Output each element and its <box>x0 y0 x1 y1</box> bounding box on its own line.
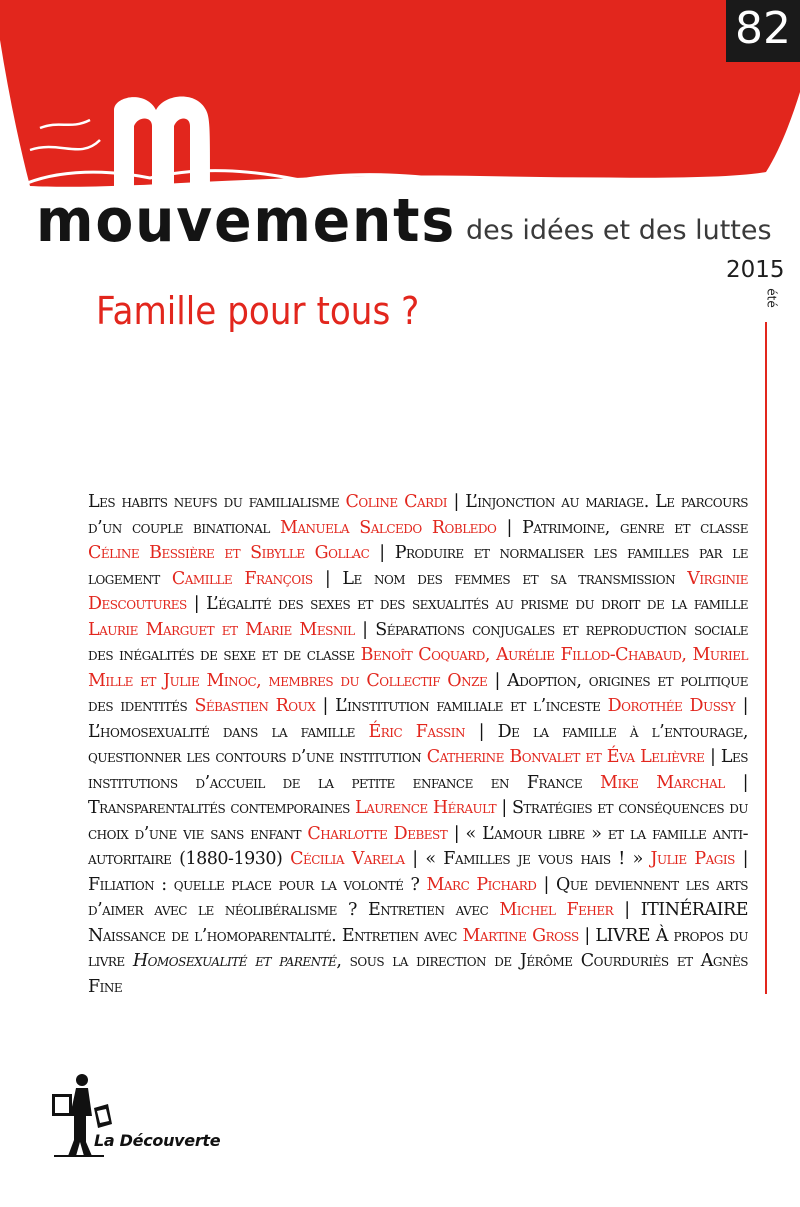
toc-author: Catherine Bonvalet et Éva Lelièvre <box>426 747 705 767</box>
table-of-contents <box>88 490 748 1000</box>
toc-author: Mike Marchal <box>600 772 725 793</box>
toc-article-title: | L’homosexualité dans la famille <box>88 696 748 742</box>
magazine-tagline: des idées et des luttes <box>466 215 772 246</box>
toc-article-title: | Que deviennent les arts d’aimer avec le néolibéralisme ? Entretien avec <box>88 874 748 920</box>
toc-article-title: | Adoption, origines et politique des identités <box>88 670 749 716</box>
toc-author: Éric Fassin <box>368 721 466 742</box>
large-m-logo-icon <box>106 88 246 188</box>
toc-author: Benoît Coquard, Aurélie Fillod-Chabaud, Muriel Mille et Julie Minoc, membres du Collectif Onze <box>88 645 748 691</box>
toc-author: Michel Feher <box>499 900 614 920</box>
toc-article-title: , sous la direction de Jérôme Courduriès et Agnès Fine <box>88 951 748 997</box>
toc-author: Julie Pagis <box>650 849 735 869</box>
toc-author: Marc Pichard <box>426 874 537 895</box>
toc-author: Coline Cardi <box>345 492 448 512</box>
toc-article-title: | Stratégies et conséquences du choix d’une vie sans enfant <box>88 798 748 844</box>
toc-article-title: Les habits neufs du familialisme <box>88 492 346 512</box>
toc-article-title: | Patrimoine, genre et classe <box>496 517 748 538</box>
toc-author: Céline Bessière et Sibylle Gollac <box>88 543 370 563</box>
toc-article-title: | Filiation : quelle place pour la volonté ? <box>88 849 748 895</box>
season-label: été <box>764 288 779 308</box>
toc-article-title: | Le nom des femmes et sa transmission <box>312 568 688 589</box>
toc-author: Sébastien Roux <box>194 696 316 716</box>
toc-article-title: | L’institution familiale et l’inceste <box>315 696 608 716</box>
toc-article-title: | L’égalité des sexes et des sexualités au prisme du droit de la famille <box>186 594 748 614</box>
toc-author: Dorothée Dussy <box>607 696 736 716</box>
toc-article-title: | Produire et normaliser les familles par le logement <box>88 543 748 589</box>
issue-title: Famille pour tous ? <box>96 289 420 333</box>
toc-author: Charlotte Debest <box>307 823 448 844</box>
toc-article-title: | De la famille à l’entourage, questionner les contours d’une institution <box>88 721 748 767</box>
toc-article-title: | « L’amour libre » et la famille anti-autoritaire (1880-1930) <box>88 823 748 869</box>
toc-author: Manuela Salcedo Robledo <box>279 517 497 538</box>
toc-author: Martine Gross <box>462 925 579 946</box>
toc-author: Camille François <box>171 568 313 589</box>
toc-article-title: | Les institutions d’accueil de la petite enfance en France <box>88 747 749 793</box>
toc-article-title: | Transparentalités contemporaines <box>88 772 748 818</box>
toc-article-title: | L’injonction au mariage. Le parcours d’un couple binational <box>88 492 748 538</box>
toc-author: Cécilia Varela <box>290 849 405 869</box>
issue-number-box: 82 <box>726 0 800 62</box>
publisher-name: La Découverte <box>94 1131 221 1150</box>
toc-author: Laurie Marguet et Marie Mesnil <box>88 619 355 640</box>
toc-article-title: | ITINÉRAIRE Naissance de l’homoparentalité. Entretien avec <box>88 900 748 946</box>
toc-author: Virginie Descoutures <box>88 568 748 614</box>
toc-article-title: | « Familles je vous hais ! » <box>404 849 651 869</box>
toc-book-title: Homosexualité et parenté <box>132 951 337 971</box>
vertical-rule <box>765 322 767 994</box>
issue-year: 2015 <box>726 257 785 283</box>
magazine-wordmark: mouvements <box>36 186 457 256</box>
toc-author: Laurence Hérault <box>355 798 497 818</box>
issue-season <box>766 283 790 315</box>
toc-article-title: | Séparations conjugales et reproduction sociale des inégalités de sexe et de classe <box>88 619 748 665</box>
toc-article-title: | LIVRE À propos du livre <box>88 925 748 971</box>
